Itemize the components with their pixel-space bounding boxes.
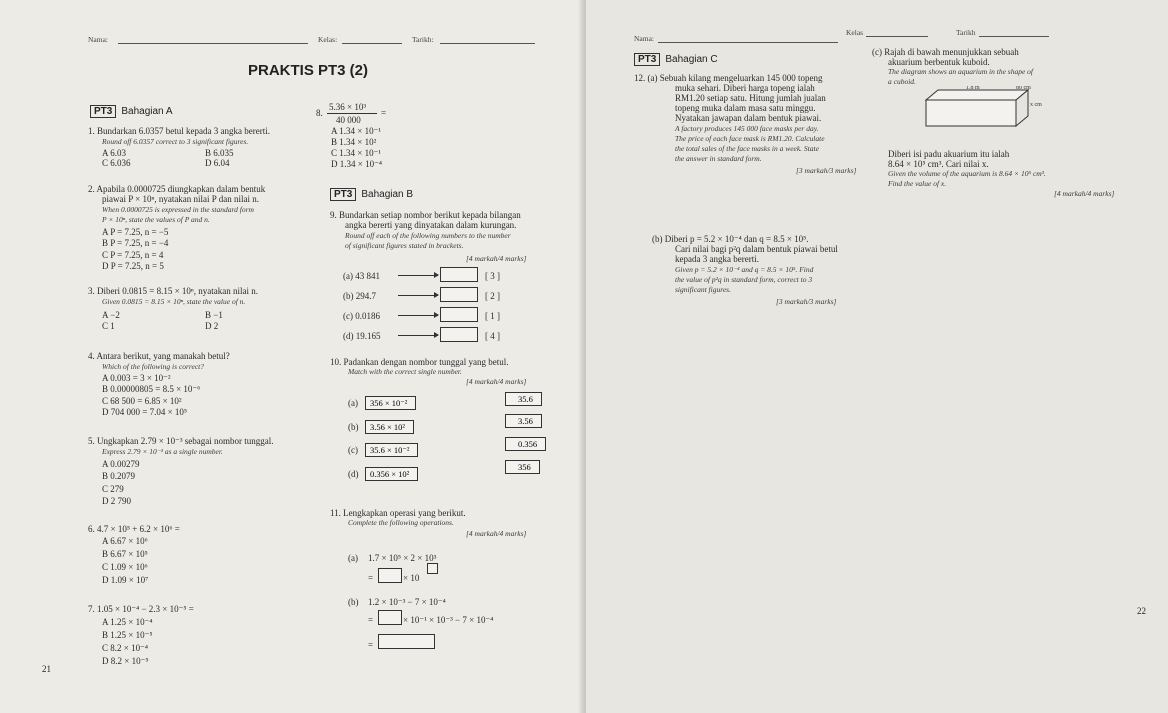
cuboid-top-face (926, 90, 1028, 100)
q9d-arrow (398, 335, 438, 336)
q8-option-d: D 1.34 × 10⁻⁴ (331, 159, 382, 169)
q12c-given-1: Diberi isi padu akuarium itu ialah (888, 149, 1010, 159)
class-label: Kelas: (318, 35, 338, 44)
q12b-english-3: significant figures. (675, 285, 731, 294)
q12a-english-1: A factory produces 145 000 face masks per day. (675, 124, 819, 133)
q10-text: 10. Padankan dengan nombor tunggal yang betul. (330, 357, 509, 367)
q9d-answer-box[interactable] (440, 327, 478, 342)
q11a-coefficient-box[interactable] (378, 568, 402, 583)
q1-option-d: D 6.04 (205, 158, 230, 168)
q11b-coefficient-box[interactable] (378, 610, 402, 625)
q11-english: Complete the following operations. (348, 518, 454, 527)
q2-text-1: 2. Apabila 0.0000725 diungkapkan dalam bentuk (88, 184, 266, 194)
q12b-text-3: kepada 3 angka bererti. (675, 254, 759, 264)
q4-english: Which of the following is correct? (102, 362, 205, 371)
q7-text: 7. 1.05 × 10⁻⁴ − 2.3 × 10⁻⁵ = (88, 604, 194, 614)
q12c-given-2: 8.64 × 10⁵ cm³. Cari nilai x. (888, 159, 989, 169)
q7-option-d: D 8.2 × 10⁻⁵ (102, 656, 149, 666)
q8-option-c: C 1.34 × 10⁻¹ (331, 148, 382, 158)
q3-option-b: B −1 (205, 310, 223, 320)
q12b-english-2: the value of p²q in standard form, correct to 3 (675, 275, 813, 284)
name-line (118, 43, 308, 44)
q9-text-2: angka bererti yang dinyatakan dalam kurungan. (345, 220, 517, 230)
q10-option-1[interactable]: 35.6 (505, 392, 542, 406)
q12c-english-1: The diagram shows an aquarium in the shape of (888, 67, 1034, 76)
q12a-english-3: the total sales of the face masks in a week. State (675, 144, 819, 153)
q3-english: Given 0.0815 = 8.15 × 10ⁿ, state the value of n. (102, 297, 246, 306)
q10c-label: (c) (348, 445, 358, 455)
q9d-number: (d) 19.165 (343, 331, 381, 341)
q12a-marks: [3 markah/3 marks] (796, 166, 857, 175)
q8-number: 8. (316, 108, 323, 118)
q8-fraction-bar (327, 113, 377, 114)
q11b-answer-box[interactable] (378, 634, 435, 649)
q12c-english-given-1: Given the volume of the aquarium is 8.64 × 10⁵ cm³. (888, 169, 1046, 178)
section-a-label: Bahagian A (121, 106, 173, 117)
q11-marks: [4 markah/4 marks] (466, 529, 527, 538)
q10-option-3[interactable]: 0.356 (505, 437, 546, 451)
q12a-text-5: Nyatakan jawapan dalam bentuk piawai. (675, 113, 822, 123)
q5-option-a: A 0.00279 (102, 459, 140, 469)
q2-option-d: D P = 7.25, n = 5 (102, 261, 164, 271)
q9b-answer-box[interactable] (440, 287, 478, 302)
q9a-arrow (398, 275, 438, 276)
q3-text: 3. Diberi 0.0815 = 8.15 × 10ⁿ, nyatakan nilai n. (88, 286, 258, 296)
q6-option-c: C 1.09 × 10⁶ (102, 562, 148, 572)
q8-option-a: A 1.34 × 10⁻¹ (331, 126, 382, 136)
q5-text: 5. Ungkapkan 2.79 × 10⁻³ sebagai nombor tunggal. (88, 436, 274, 446)
section-b-heading (330, 189, 413, 200)
q9c-sf: [ 1 ] (485, 311, 500, 321)
q1-text: 1. Bundarkan 6.0357 betul kepada 3 angka bererti. (88, 126, 270, 136)
q11b-expression: 1.2 × 10⁻³ − 7 × 10⁻⁴ (368, 597, 446, 607)
q4-text: 4. Antara berikut, yang manakah betul? (88, 351, 230, 361)
q10-option-2[interactable]: 3.56 (505, 414, 542, 428)
q9c-number: (c) 0.0186 (343, 311, 380, 321)
q1-option-a: A 6.03 (102, 148, 127, 158)
q11-text: 11. Lengkapkan operasi yang berikut. (330, 508, 466, 518)
q5-option-c: C 279 (102, 484, 124, 494)
q7-option-b: B 1.25 × 10⁻⁵ (102, 630, 153, 640)
cuboid-width-label: x cm (1030, 102, 1042, 108)
page-number-left: 21 (42, 664, 51, 674)
q12a-text-1: 12. (a) Sebuah kilang mengeluarkan 145 000 topeng (634, 73, 823, 83)
q12b-marks: [3 markah/3 marks] (776, 297, 837, 306)
section-b-label: Bahagian B (361, 189, 414, 200)
q11a-equals: = (368, 573, 374, 583)
q9d-sf: [ 4 ] (485, 331, 500, 341)
q8-option-b: B 1.34 × 10² (331, 137, 377, 147)
q9c-answer-box[interactable] (440, 307, 478, 322)
page-title: PRAKTIS PT3 (2) (248, 62, 369, 79)
q10d-expression[interactable]: 0.356 × 10² (365, 467, 418, 481)
q11a-exponent-box[interactable] (427, 563, 438, 574)
q12a-text-4: topeng muka dalam masa satu minggu. (675, 103, 816, 113)
q10d-label: (d) (348, 469, 359, 479)
q2-option-a: A P = 7.25, n = −5 (102, 227, 169, 237)
q1-option-c: C 6.036 (102, 158, 131, 168)
q11b-equals-2: = (368, 640, 374, 650)
q12c-english-given-2: Find the value of x. (888, 179, 947, 188)
q9b-sf: [ 2 ] (485, 291, 500, 301)
q12a-text-3: RM1.20 setiap satu. Hitung jumlah jualan (675, 93, 826, 103)
q9a-number: (a) 43 841 (343, 271, 380, 281)
class-line (342, 43, 402, 44)
q2-english-2: P × 10ⁿ, state the values of P and n. (102, 215, 210, 224)
q2-english-1: When 0.0000725 is expressed in the standard form (102, 205, 254, 214)
q9-text-1: 9. Bundarkan setiap nombor berikut kepada bilangan (330, 210, 521, 220)
q12b-text-1: (b) Diberi p = 5.2 × 10⁻⁴ dan q = 8.5 × 10⁵. (652, 234, 809, 244)
q7-option-a: A 1.25 × 10⁻⁴ (102, 617, 153, 627)
q6-option-a: A 6.67 × 10⁶ (102, 536, 148, 546)
section-a-heading (90, 106, 173, 117)
q3-option-a: A −2 (102, 310, 120, 320)
right-date-line (979, 36, 1049, 37)
q9c-arrow (398, 315, 438, 316)
page-number-right: 22 (1137, 606, 1146, 616)
q10a-expression[interactable]: 356 × 10⁻² (365, 396, 416, 410)
q3-option-c: C 1 (102, 321, 115, 331)
cuboid-height-label: 80 cm (1016, 86, 1031, 91)
q10-english: Match with the correct single number. (348, 367, 462, 376)
q8-denominator: 40 000 (336, 115, 361, 125)
q6-text: 6. 4.7 × 10⁵ + 6.2 × 10⁶ = (88, 524, 180, 534)
q1-option-b: B 6.035 (205, 148, 234, 158)
q12a-english-2: The price of each face mask is RM1.20. Calculate (675, 134, 825, 143)
q2-text-2: piawai P × 10ⁿ, nyatakan nilai P dan nilai n. (102, 194, 259, 204)
q9b-arrow (398, 295, 438, 296)
q10c-expression[interactable]: 35.6 × 10⁻² (365, 443, 418, 457)
date-label: Tarikh: (412, 35, 434, 44)
q7-option-c: C 8.2 × 10⁻⁴ (102, 643, 148, 653)
q8-equals: = (381, 108, 387, 118)
q5-option-b: B 0.2079 (102, 471, 136, 481)
q10-option-4[interactable]: 356 (505, 460, 540, 474)
q8-numerator: 5.36 × 10³ (329, 102, 367, 112)
right-class-line (866, 36, 928, 37)
q10-marks: [4 markah/4 marks] (466, 377, 527, 386)
q9a-answer-box[interactable] (440, 267, 478, 282)
q1-english: Round off 6.0357 correct to 3 significant figures. (102, 137, 249, 146)
q5-english: Express 2.79 × 10⁻³ as a single number. (102, 447, 223, 456)
name-label: Nama: (88, 35, 108, 44)
q11b-step-text: × 10⁻¹ × 10⁻³ − 7 × 10⁻⁴ (403, 615, 494, 625)
q4-option-c: C 68 500 = 6.85 × 10² (102, 396, 182, 406)
q9-marks: [4 markah/4 marks] (466, 254, 527, 263)
cuboid-front-face (926, 100, 1016, 126)
q2-option-b: B P = 7.25, n = −4 (102, 238, 169, 248)
right-name-line (658, 42, 838, 43)
q4-option-b: B 0.00000805 = 8.5 × 10⁻⁶ (102, 384, 201, 394)
q12c-text-2: akuarium berbentuk kuboid. (888, 57, 990, 67)
q12a-text-2: muka sehari. Diberi harga topeng ialah (675, 83, 815, 93)
right-class-label: Kelas (846, 28, 864, 37)
q10b-label: (b) (348, 422, 359, 432)
date-line (440, 43, 535, 44)
section-c-label: Bahagian C (665, 54, 718, 65)
q9-english-2: of significant figures stated in brackets. (345, 241, 464, 250)
q11a-expression: 1.7 × 10⁵ × 2 × 10³ (368, 553, 437, 563)
section-c-heading (634, 54, 718, 65)
section-c-tag: PT3 (634, 53, 660, 66)
q12b-text-2: Cari nilai bagi p²q dalam bentuk piawai betul (675, 244, 838, 254)
q9a-sf: [ 3 ] (485, 271, 500, 281)
q12b-english-1: Given p = 5.2 × 10⁻⁴ and q = 8.5 × 10⁵. Find (675, 265, 814, 274)
q9b-number: (b) 294.7 (343, 291, 376, 301)
right-page (586, 0, 1168, 713)
q4-option-a: A 0.003 = 3 × 10⁻² (102, 373, 171, 383)
q11b-label: (b) (348, 597, 359, 607)
section-a-tag: PT3 (90, 105, 116, 118)
q6-option-d: D 1.09 × 10⁷ (102, 575, 149, 585)
q12a-english-4: the answer in standard form. (675, 154, 762, 163)
q12c-text-1: (c) Rajah di bawah menunjukkan sebuah (872, 47, 1019, 57)
q2-option-c: C P = 7.25, n = 4 (102, 250, 164, 260)
cuboid-length-label: 1.8 m (966, 86, 980, 91)
q12c-marks: [4 markah/4 marks] (1054, 189, 1115, 198)
q12c-english-2: a cuboid. (888, 77, 916, 86)
q11b-equals: = (368, 615, 374, 625)
q11a-power-text: × 10 (403, 573, 420, 583)
right-name-label: Nama: (634, 34, 654, 43)
q4-option-d: D 704 000 = 7.04 × 10⁵ (102, 407, 188, 417)
q3-option-d: D 2 (205, 321, 219, 331)
q10a-label: (a) (348, 398, 358, 408)
q6-option-b: B 6.67 × 10⁵ (102, 549, 148, 559)
q10b-expression[interactable]: 3.56 × 10² (365, 420, 414, 434)
section-b-tag: PT3 (330, 188, 356, 201)
q5-option-d: D 2 790 (102, 496, 131, 506)
aquarium-cuboid-diagram (916, 86, 1046, 142)
right-date-label: Tarikh (956, 28, 976, 37)
q11a-label: (a) (348, 553, 358, 563)
q9-english-1: Round off each of the following numbers to the number (345, 231, 511, 240)
